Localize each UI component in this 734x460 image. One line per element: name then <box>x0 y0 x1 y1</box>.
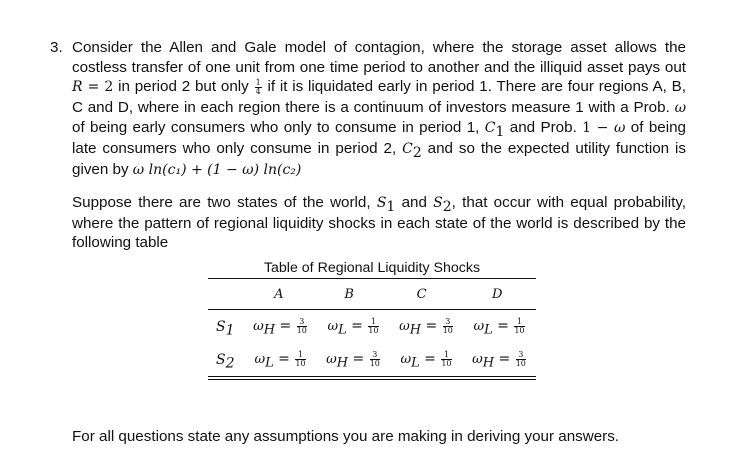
fraction-denominator: 10 <box>514 326 525 335</box>
column-header-d: D <box>492 286 503 302</box>
fraction-denominator: 10 <box>441 359 452 368</box>
text-segment: Consider the Allen and Gale model of contagion, where the storage asset allows the costless transfer of one unit from one time period to another and the illiquid asset pays out <box>72 39 686 76</box>
math-equals: = <box>275 318 296 334</box>
text-segment: in period 2 but only <box>113 78 254 96</box>
shock-cell <box>463 310 536 343</box>
fraction-numerator: 1 <box>441 351 451 360</box>
math-subscript: 1 <box>386 199 396 216</box>
math-subscript: H <box>482 355 495 371</box>
math-omega: ω <box>473 319 485 334</box>
shock-cell <box>390 310 463 343</box>
fraction-denominator: 10 <box>295 359 306 368</box>
table-row <box>208 310 536 343</box>
math-utility-function: ω ln(c₁) + (1 − ω) ln(c₂) <box>132 161 302 178</box>
table-header-corner <box>208 279 244 309</box>
footer-instruction: For all questions state any assumptions you are making in deriving your answers. <box>72 428 620 445</box>
fraction <box>443 318 453 335</box>
fraction-denominator: 10 <box>369 359 380 368</box>
paragraph-states-of-world <box>72 193 686 253</box>
fraction <box>441 351 451 368</box>
math-equals: = <box>494 351 515 367</box>
math-subscript: 2 <box>225 355 235 372</box>
math-omega: ω <box>472 352 483 367</box>
fraction-denominator: 10 <box>368 326 379 335</box>
math-subscript: 1 <box>225 322 235 339</box>
fraction <box>514 318 524 335</box>
liquidity-shocks-table <box>208 258 536 380</box>
fraction <box>516 351 526 368</box>
text-segment: , that occur with equal probability, where the pattern of regional liquidity shocks in each state of the world is described by the following table <box>72 194 687 252</box>
fraction-numerator: 3 <box>443 318 453 327</box>
fraction-numerator: 1 <box>255 77 261 87</box>
math-subscript: 1 <box>495 124 505 141</box>
fraction-denominator: 10 <box>442 326 453 335</box>
shock-cell <box>244 343 317 376</box>
math-equals: = <box>273 351 295 367</box>
fraction-denominator: 4 <box>255 86 261 96</box>
state-label <box>208 310 244 343</box>
table-bottom-rule <box>208 376 536 380</box>
text-segment: and <box>395 194 434 212</box>
text-segment: if it is liquidated early in period 1. There are four regions A, B, C and D, where in each region there is a continuum of investors measure 1 with a Prob. <box>72 78 686 116</box>
shock-cell <box>317 310 390 343</box>
math-equals: = <box>419 351 441 367</box>
math-subscript: 2 <box>442 199 452 216</box>
table-caption: Table of Regional Liquidity Shocks <box>263 260 481 276</box>
fraction-numerator: 3 <box>297 318 307 327</box>
state-label <box>208 343 244 376</box>
math-subscript: H <box>336 355 349 371</box>
fraction <box>295 351 305 368</box>
fraction-numerator: 1 <box>295 351 305 360</box>
math-subscript: H <box>263 322 276 338</box>
math-equals: = <box>492 318 514 334</box>
shock-cell <box>244 310 317 343</box>
fraction <box>297 318 307 335</box>
fraction-denominator: 10 <box>515 359 526 368</box>
text-segment: and so the expected utility function is given by <box>72 139 686 178</box>
table-body <box>208 310 536 376</box>
math-C: C <box>402 140 413 157</box>
math-omega: ω <box>253 319 264 334</box>
math-subscript: L <box>484 322 493 338</box>
math-omega: ω <box>326 352 337 367</box>
math-equals: = <box>421 318 442 334</box>
table-row <box>208 343 536 376</box>
math-S: S <box>376 195 387 212</box>
math-equals: = <box>346 318 368 334</box>
math-omega: ω <box>399 319 410 334</box>
fraction-one-quarter <box>255 79 262 96</box>
math-subscript: H <box>409 322 422 338</box>
math-omega: ω <box>254 352 266 367</box>
question-body <box>72 38 686 253</box>
text-segment: Suppose there are two states of the world, <box>72 194 377 212</box>
question-3 <box>50 38 686 253</box>
table-header-row <box>208 279 536 309</box>
math-subscript: L <box>411 355 420 371</box>
fraction-numerator: 3 <box>370 351 380 360</box>
fraction <box>370 351 380 368</box>
math-omega: ω <box>400 352 412 367</box>
math-R: R <box>72 79 83 96</box>
math-subscript: L <box>265 355 274 371</box>
question-number: 3. <box>50 39 63 56</box>
math-omega: ω <box>674 99 686 116</box>
math-S: S <box>216 318 226 335</box>
math-S: S <box>216 351 226 368</box>
fraction-numerator: 3 <box>516 351 526 360</box>
text-segment: of being early consumers who only to consume in period 1, <box>72 119 485 137</box>
math-S: S <box>433 195 443 212</box>
paragraph-model-description <box>72 38 686 180</box>
math-C: C <box>484 120 496 137</box>
math-one-minus: 1 − <box>582 120 615 137</box>
math-omega: ω <box>327 319 339 334</box>
shock-cell <box>390 343 463 376</box>
fraction <box>368 318 378 335</box>
math-equals-2: = 2 <box>82 79 114 96</box>
text-segment: and Prob. <box>504 119 583 137</box>
shock-cell <box>463 343 536 376</box>
fraction-numerator: 1 <box>368 318 378 327</box>
fraction-numerator: 1 <box>514 318 524 327</box>
math-subscript: 2 <box>412 145 422 161</box>
shock-cell <box>317 343 390 376</box>
math-subscript: L <box>338 322 347 338</box>
fraction-denominator: 10 <box>296 326 307 335</box>
text-segment: of being late consumers who only consume in period 2, <box>72 119 686 157</box>
math-equals: = <box>348 351 369 367</box>
column-header-b: B <box>344 286 354 302</box>
column-header-a: A <box>274 286 284 302</box>
column-header-c: C <box>416 286 427 302</box>
math-omega: ω <box>614 120 626 137</box>
table-grid <box>208 279 536 309</box>
